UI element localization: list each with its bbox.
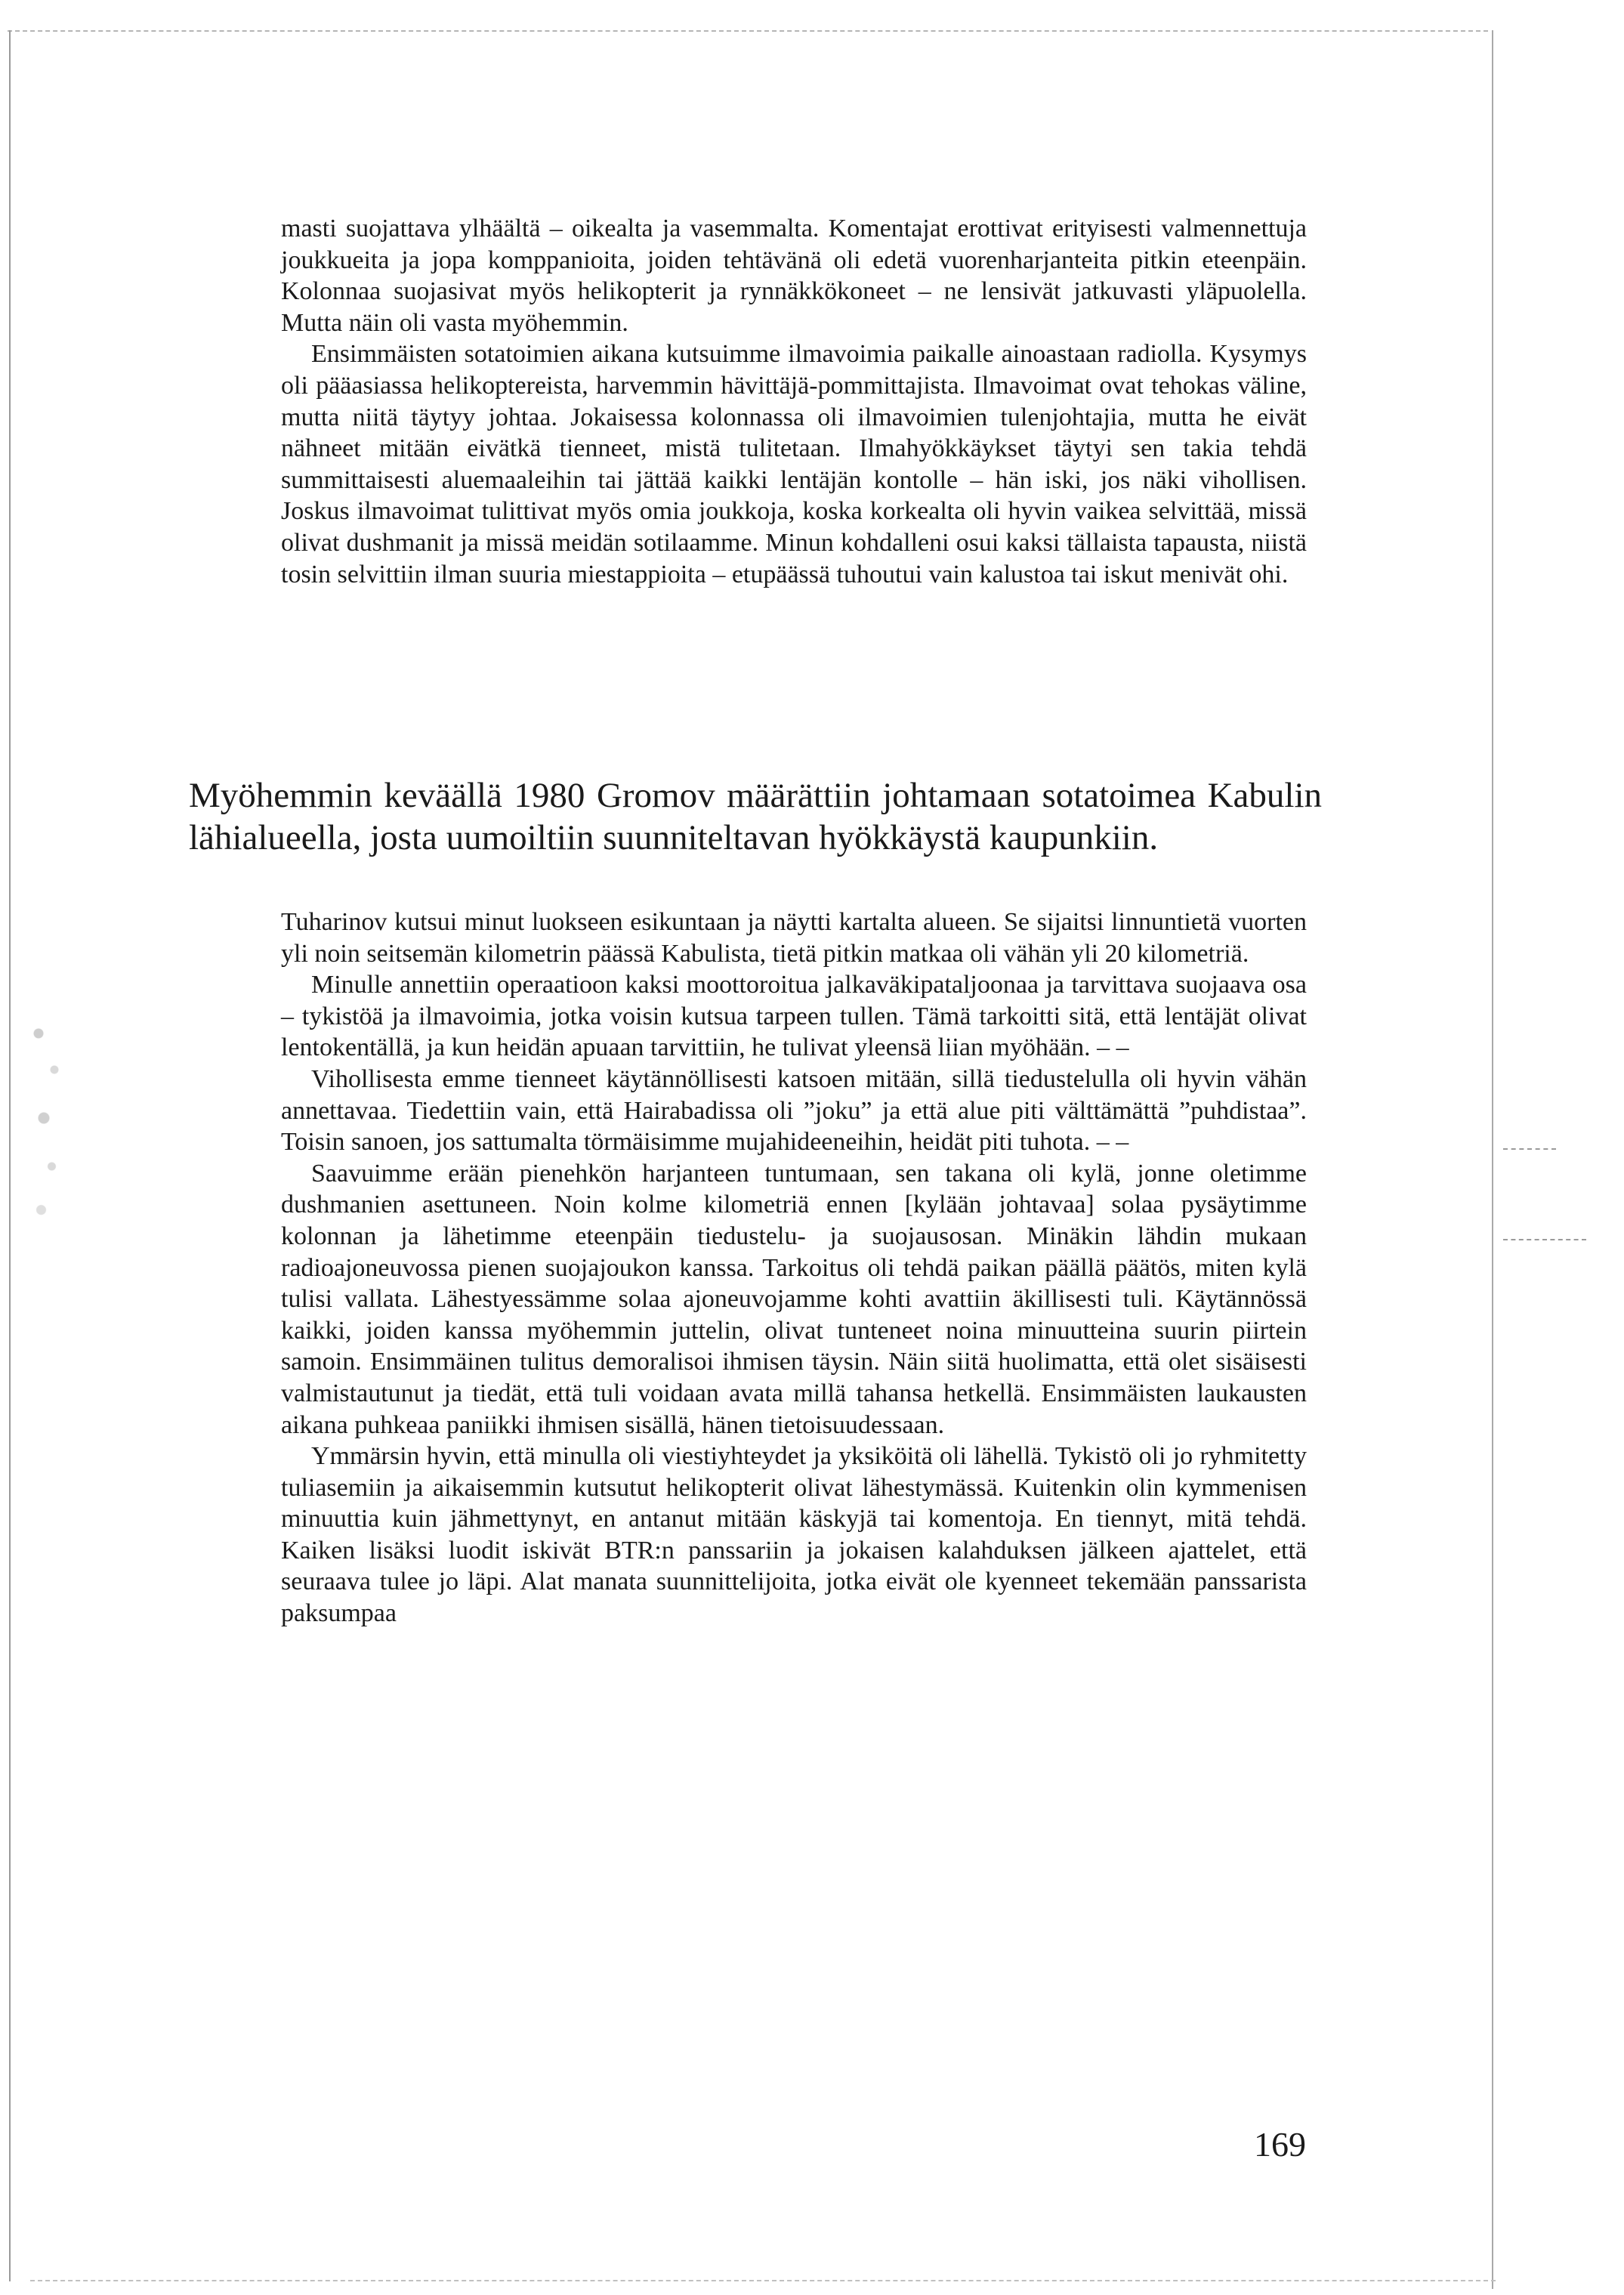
paragraph: Tuharinov kutsui minut luokseen esikuntaan ja näytti kartalta alueen. Se sijaitsi linnuntietä vuorten yli noin seitsemän kilometrin päässä Kabulista, tietä pitkin matkaa oli vähän yli 20 kilometriä. [281,908,1307,968]
section-heading: Myöhemmin keväällä 1980 Gromov määrättiin johtamaan sotatoimea Kabulin lähialueella, josta uumoiltiin suunniteltavan hyökkäystä kaupunkiin. [189,776,1322,857]
paragraph: Vihollisesta emme tienneet käytännöllisesti katsoen mitään, sillä tiedustelulla oli hyvin vähän annettavaa. Tiedettiin vain, että Hairabadissa oli ”joku” ja että alue piti välttämättä ”puhdistaa”. Toisin sanoen, jos sattumalta törmäisimme mujahideeneihin, heidät piti tuhota. – – [281,1064,1307,1157]
scan-smudge [23,997,76,1239]
scan-edge-top [8,30,1488,32]
page-number: 169 [1254,2125,1306,2164]
scan-edge-left [9,30,11,2281]
paragraph: Minulle annettiin operaatioon kaksi moottoroitua jalkaväkipataljoonaa ja tarvittava suojaava osa – tykistöä ja ilmavoimia, jotka voisin kutsua tarpeen tullen. Tämä tarkoitti sitä, että lentäjät olivat lentokentällä, ja kun heidän apuaan tarvittiin, he tulivat yleensä liian myöhään. – – [281,971,1307,1062]
margin-mark [1503,1239,1586,1240]
margin-mark [1503,1148,1556,1150]
top-text-block [281,213,1307,590]
paragraph: Ymmärsin hyvin, että minulla oli viestiyhteydet ja yksiköitä oli lähellä. Tykistö oli jo ryhmitetty tuliasemiin ja aikaisemmin kutsutut helikopterit olivat lähestymässä. Kuitenkin olin kymmenisen minuuttia kuin jähmettynyt, en antanut mitään käskyjä tai komentoja. En tiennyt, mitä tehdä. Kaiken lisäksi luodit iskivät BTR:n panssariin ja jokaisen kalahduksen jälkeen ajattelet, että seuraava tulee jo läpi. Alat manata suunnittelijoita, jotka eivät ole kyenneet tekemään panssarista paksumpaa [281,1442,1307,1628]
paragraph: Ensimmäisten sotatoimien aikana kutsuimme ilmavoimia paikalle ainoastaan radiolla. Kysymys oli pääasiassa helikoptereista, harvemmin hävittäjä-pommittajista. Ilmavoimat ovat tehokas väline, mutta niitä täytyy johtaa. Jokaisessa kolonnassa oli ilmavoimien tulenjohtajia, mutta he eivät nähneet mitään eivätkä tienneet, mistä tulitetaan. Ilmahyökkäykset täytyi sen takia tehdä summittaisesti aluemaaleihin tai jättää kaikki lentäjän kontolle – hän iski, jos näki vihollisen. Joskus ilmavoimat tulittivat myös omia joukkoja, koska korkealta oli hyvin vaikea selvittää, missä olivat dushmanit ja missä meidän sotilaamme. Minun kohdalleni osui kaksi tällaista tapausta, niistä tosin selvittiin ilman suuria miestappioita – etupäässä tuhoutui vain kalustoa tai iskut menivät ohi. [281,340,1307,588]
bottom-text-block [281,907,1307,1629]
scan-edge-right [1492,30,1493,2289]
paragraph: Saavuimme erään pienehkön harjanteen tuntumaan, sen takana oli kylä, jonne oletimme dushmanien asettuneen. Noin kolme kilometriä ennen [kylään johtavaa] solaa pysäytimme kolonnan ja lähetimme eteenpäin tiedustelu- ja suojausosan. Minäkin lähdin mukaan radioajoneuvossa pienen suojajoukon kanssa. Tarkoitus oli tehdä paikan päällä päätös, miten kylä tulisi vallata. Lähestyessämme solaa ajoneuvojamme kohti avattiin äkillisesti tuli. Käytännössä kaikki, joiden kanssa myöhemmin juttelin, olivat tunteneet noina minuutteina suurin piirtein samoin. Ensimmäinen tulitus demoralisoi ihmisen täysin. Näin siitä huolimatta, että olet sisäisesti valmistautunut ja tiedät, että tuli voidaan avata millä tahansa hetkellä. Ensimmäisten laukausten aikana puhkeaa paniikki ihmisen sisällä, hänen tietoisuudessaan. [281,1159,1307,1439]
scan-edge-bottom [30,2280,1496,2281]
paragraph: masti suojattava ylhäältä – oikealta ja vasemmalta. Komentajat erottivat erityisesti valmennettuja joukkueita ja jopa komppanioita, joiden tehtävänä oli edetä vuorenharjanteita pitkin eteenpäin. Kolonnaa suojasivat myös helikopterit ja rynnäkkökoneet – ne lensivät jatkuvasti yläpuolella. Mutta näin oli vasta myöhemmin. [281,215,1307,337]
